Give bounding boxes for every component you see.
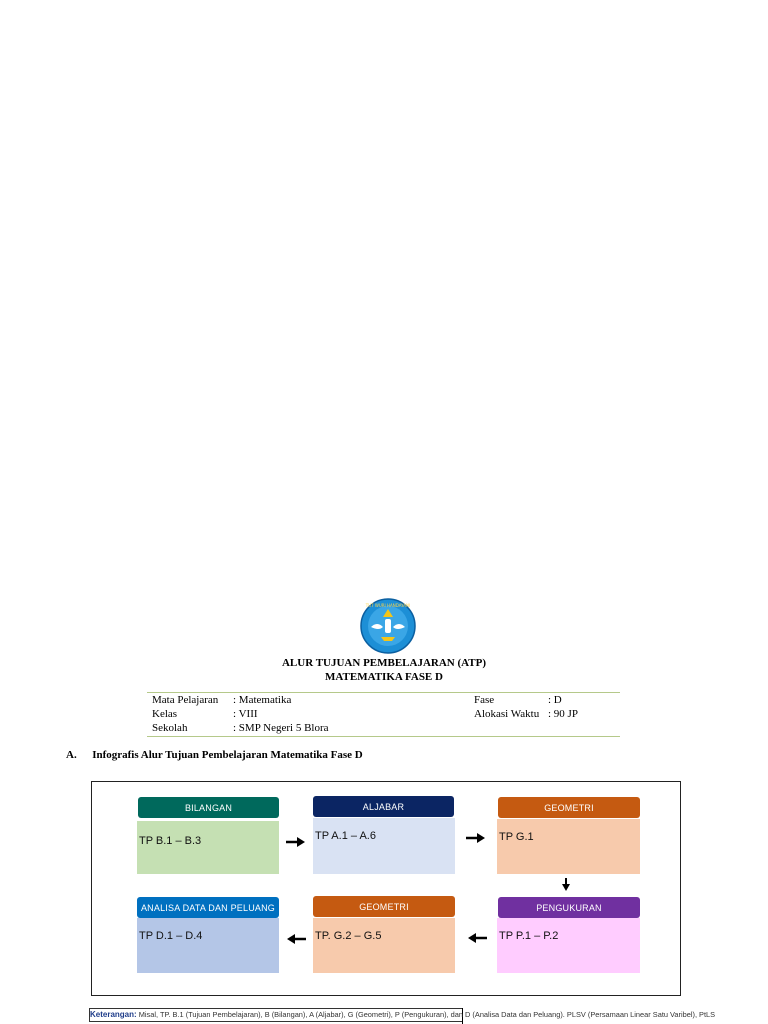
note-line: [90, 1010, 715, 1019]
label-mata-pelajaran: Mata Pelajaran: [152, 694, 219, 706]
arrow-left-icon: [286, 933, 306, 945]
label-alokasi-waktu: Alokasi Waktu: [474, 708, 540, 720]
aljabar-box: TP A.1 – A.6: [313, 818, 455, 874]
value-kelas: : VIII: [233, 708, 258, 720]
arrow-left-icon: [467, 932, 487, 944]
info-left-values: [233, 693, 329, 735]
pengukuran-header: PENGUKURAN: [498, 897, 640, 918]
info-bottom-rule: [147, 736, 620, 737]
aljabar-header: ALJABAR: [313, 796, 454, 817]
section-marker: A.: [66, 749, 77, 761]
bilangan-header: BILANGAN: [138, 797, 279, 818]
section-title: Infografis Alur Tujuan Pembelajaran Matematika Fase D: [92, 749, 363, 761]
arrow-right-icon: [286, 836, 306, 848]
info-left-labels: [152, 693, 218, 735]
value-sekolah: : SMP Negeri 5 Blora: [233, 722, 329, 734]
document-subtitle: MATEMATIKA FASE D: [325, 671, 443, 683]
tut-wuri-handayani-logo: [359, 597, 417, 655]
geometri-box-2: TP. G.2 – G.5: [313, 918, 455, 973]
info-right-values: [548, 693, 578, 721]
value-fase: : D: [548, 694, 562, 706]
arrow-down-icon: [561, 878, 571, 892]
bilangan-box: TP B.1 – B.3: [137, 821, 279, 874]
value-mata-pelajaran: : Matematika: [233, 694, 292, 706]
geometri-header-1: GEOMETRI: [498, 797, 640, 818]
geometri-box-1: TP G.1: [497, 819, 640, 874]
analisa-header: ANALISA DATA DAN PELUANG: [137, 897, 279, 918]
info-right-labels: [474, 693, 539, 721]
svg-text:TUT WURI HANDAYANI: TUT WURI HANDAYANI: [365, 603, 411, 608]
label-sekolah: Sekolah: [152, 722, 188, 734]
document-title: ALUR TUJUAN PEMBELAJARAN (ATP): [281, 657, 486, 669]
label-kelas: Kelas: [152, 708, 178, 720]
value-alokasi-waktu: : 90 JP: [548, 708, 578, 720]
label-fase: Fase: [474, 694, 495, 706]
section-heading: [66, 749, 363, 761]
arrow-right-icon: [466, 832, 486, 844]
geometri-header-2: GEOMETRI: [313, 896, 455, 917]
note-keyword: Keterangan:: [90, 1010, 137, 1019]
pengukuran-box: TP P.1 – P.2: [497, 918, 640, 973]
note-text: Misal, TP. B.1 (Tujuan Pembelajaran), B (Bilangan), A (Aljabar), G (Geometri), P (Pengukuran), dan D (Analisa Data dan Peluang). PLSV (Persamaan Linear Satu Varibel), PtLS: [136, 1010, 716, 1019]
analisa-box: TP D.1 – D.4: [137, 918, 279, 973]
